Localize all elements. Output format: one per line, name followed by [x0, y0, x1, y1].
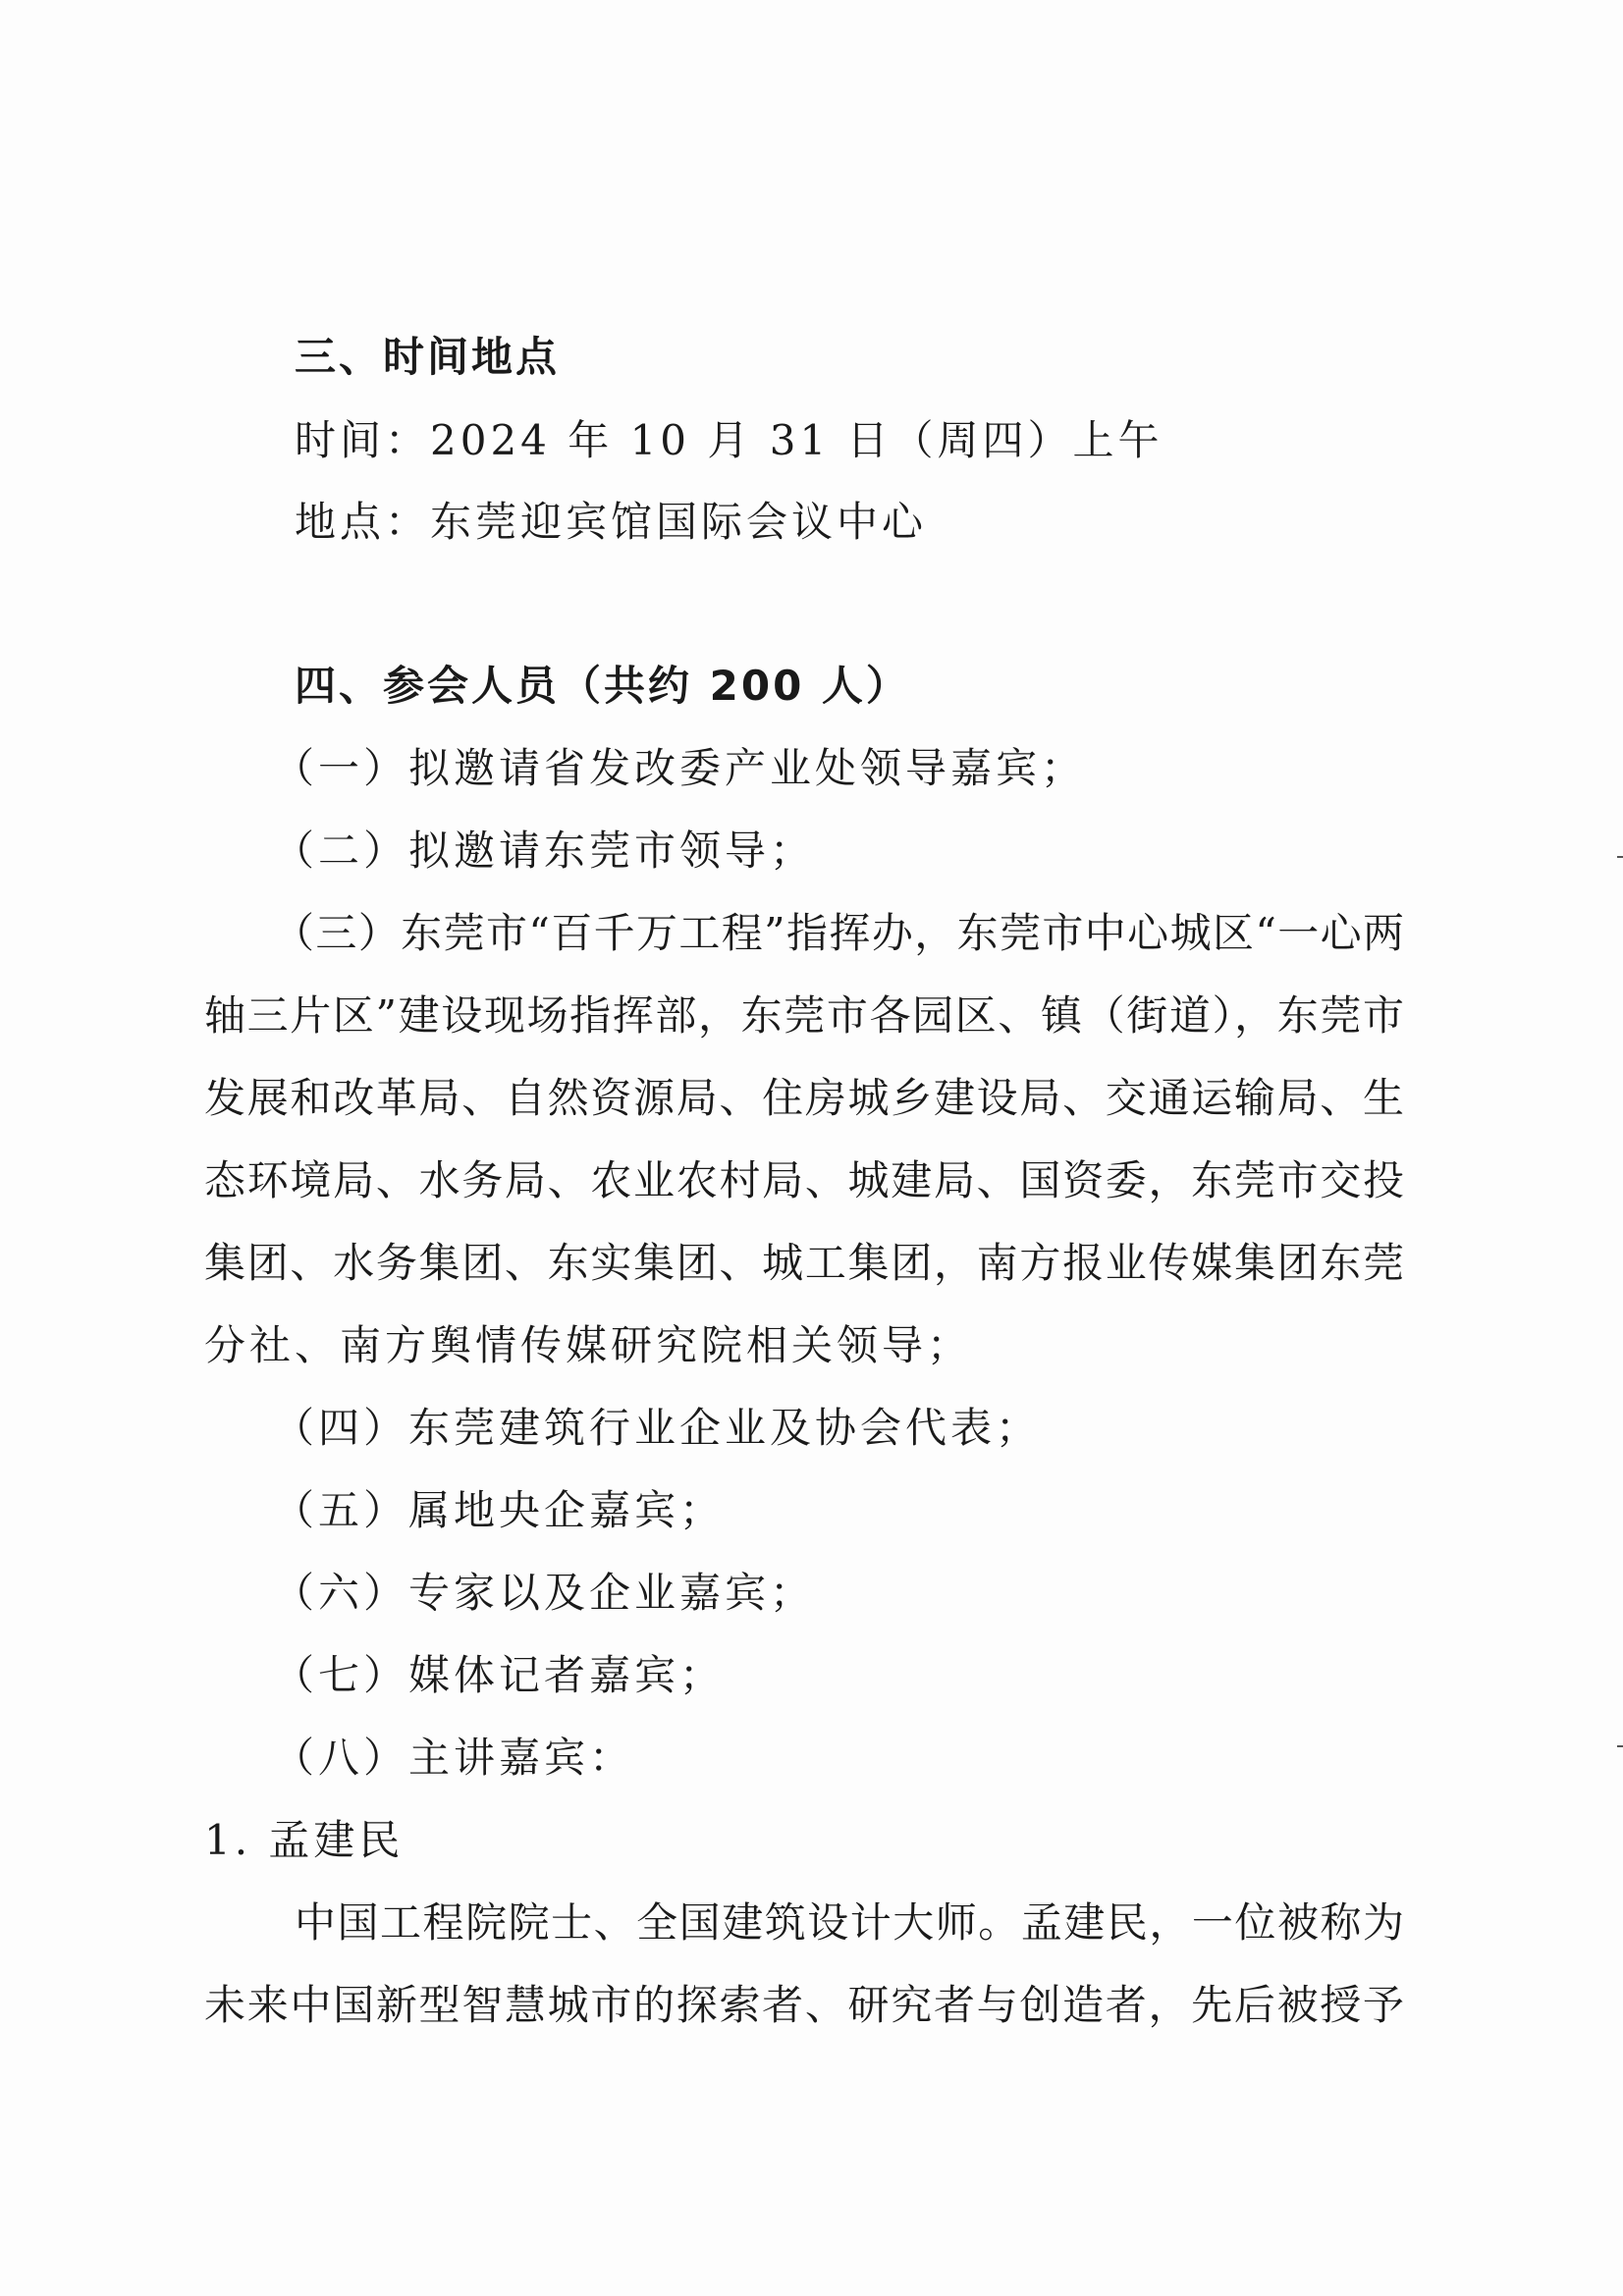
attendee-item-8: （八）主讲嘉宾： [273, 1734, 635, 1782]
meeting-time: 时间：2024 年 10 月 31 日（周四）上午 [295, 416, 1163, 464]
section-4-heading: 四、参会人员（共约 200 人） [295, 662, 910, 710]
speaker-1-name: 1. 孟建民 [204, 1816, 405, 1864]
attendee-item-3-line-1: （三）东莞市“百千万工程”指挥办，东莞市中心城区“一心两 [273, 909, 1404, 957]
meeting-place: 地点：东莞迎宾馆国际会议中心 [295, 498, 928, 546]
attendee-item-3-line-3: 发展和改革局、自然资源局、住房城乡建设局、交通运输局、生 [204, 1074, 1404, 1122]
attendee-item-3-line-2: 轴三片区”建设现场指挥部，东莞市各园区、镇（街道），东莞市 [204, 991, 1404, 1040]
attendee-item-1: （一）拟邀请省发改委产业处领导嘉宾； [273, 744, 1087, 792]
speaker-1-bio-line-2: 未来中国新型智慧城市的探索者、研究者与创造者，先后被授予 [204, 1981, 1404, 2029]
scan-edge-mark [1617, 856, 1623, 858]
attendee-item-2: （二）拟邀请东莞市领导； [273, 827, 816, 875]
section-3-heading: 三、时间地点 [295, 333, 561, 381]
speaker-1-bio-line-1: 中国工程院院士、全国建筑设计大师。孟建民，一位被称为 [295, 1898, 1404, 1947]
attendee-item-7: （七）媒体记者嘉宾； [273, 1651, 726, 1699]
scan-edge-mark [1617, 1745, 1623, 1747]
attendee-item-6: （六）专家以及企业嘉宾； [273, 1569, 816, 1617]
attendee-item-4: （四）东莞建筑行业企业及协会代表； [273, 1404, 1042, 1452]
attendee-item-5: （五）属地央企嘉宾； [273, 1486, 726, 1534]
attendee-item-3-line-5: 集团、水务集团、东实集团、城工集团，南方报业传媒集团东莞 [204, 1239, 1404, 1287]
attendee-item-3-line-6: 分社、南方舆情传媒研究院相关领导； [204, 1321, 973, 1369]
attendee-item-3-line-4: 态环境局、水务局、农业农村局、城建局、国资委，东莞市交投 [204, 1156, 1404, 1204]
